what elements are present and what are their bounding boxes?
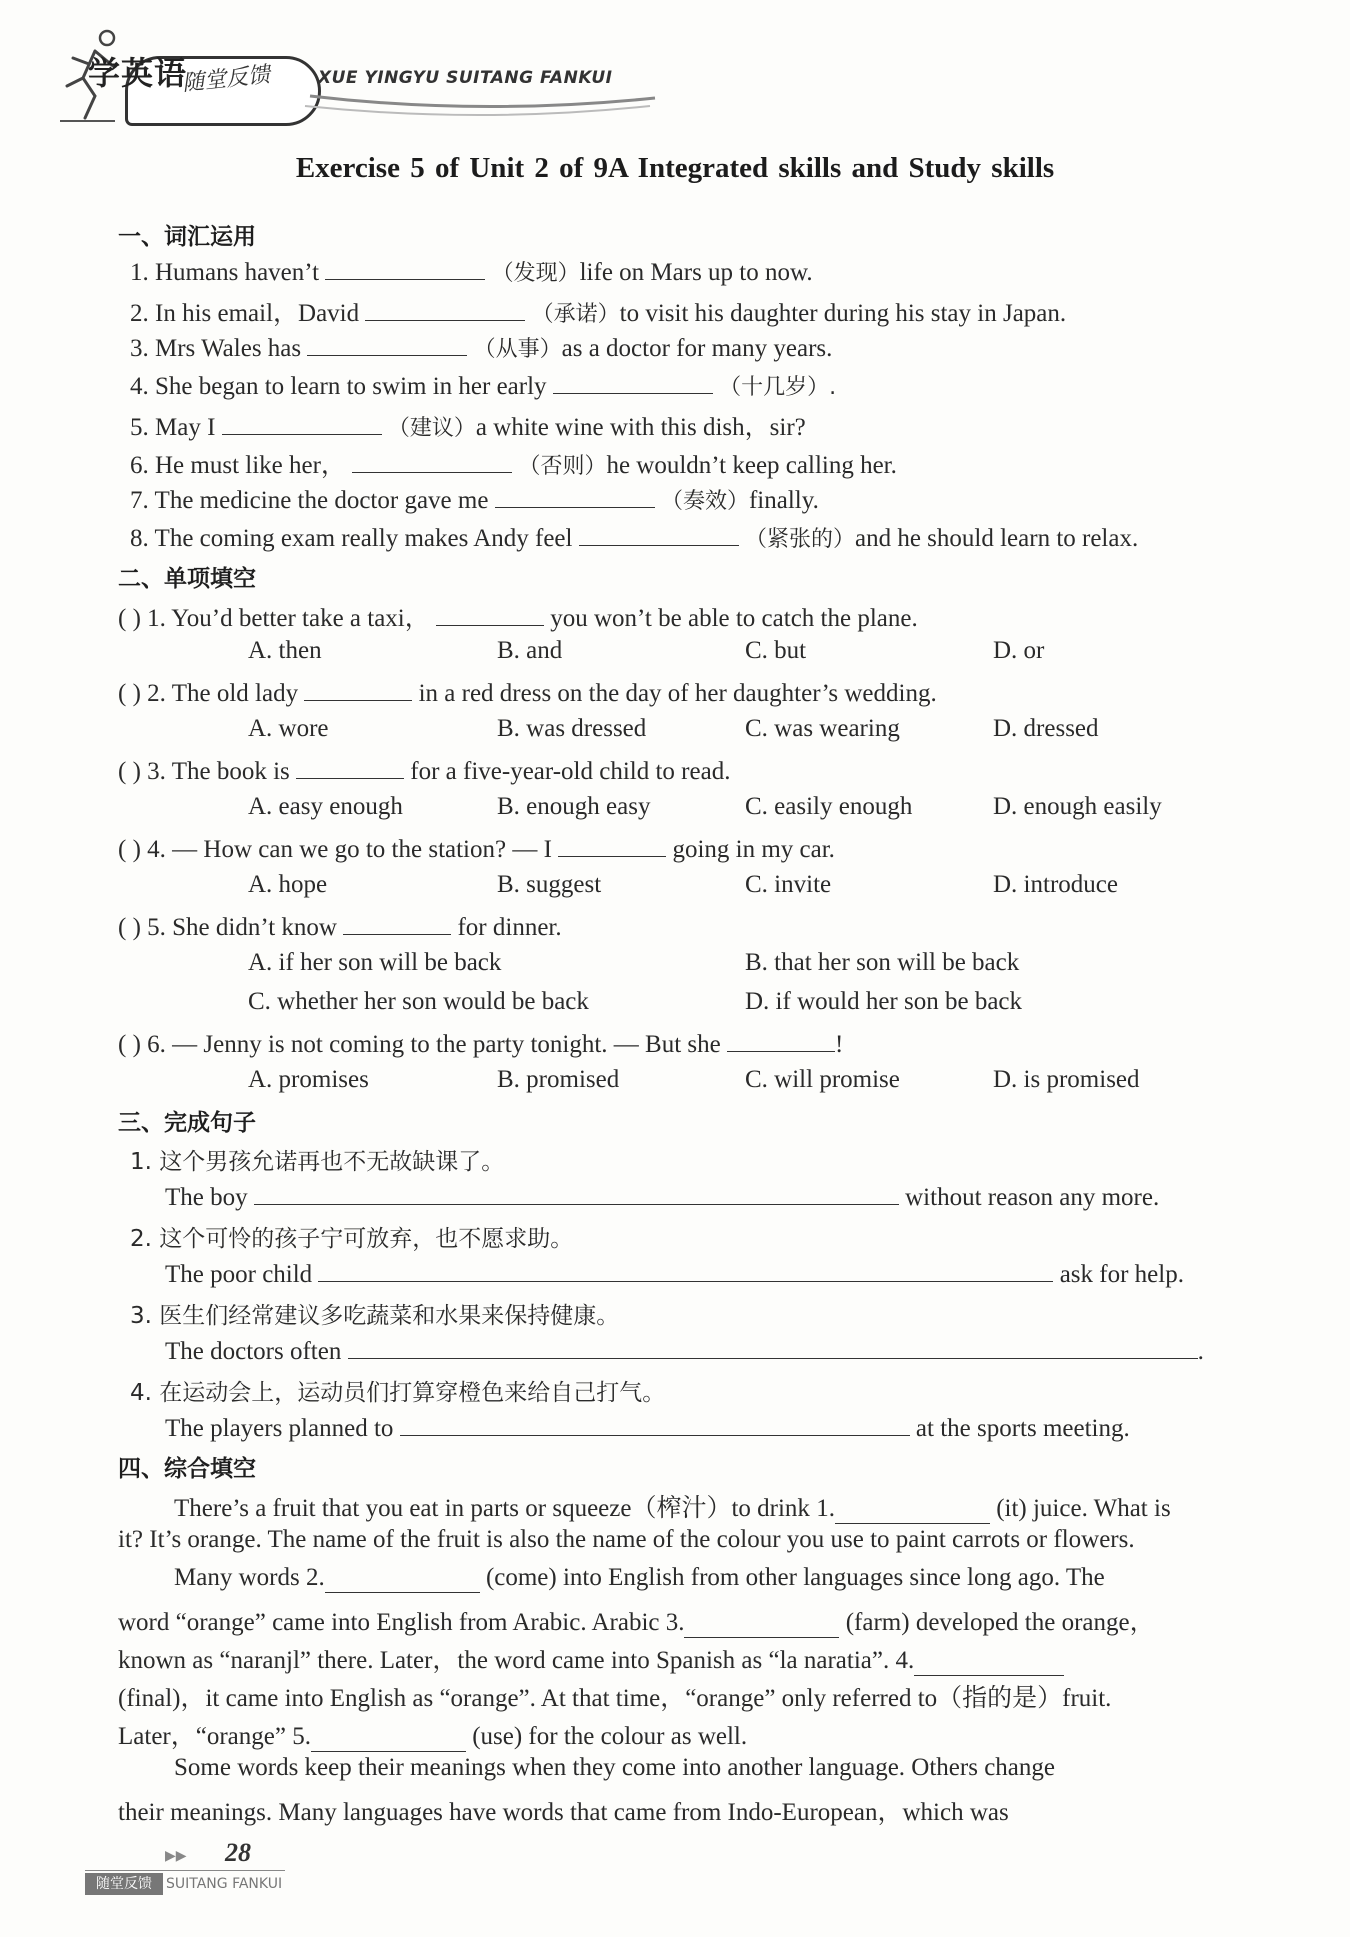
option-d[interactable]: D. dressed [993,715,1099,742]
s4-line-3: Many words 2. (come) into English from other languages since long ago. The [174,1564,1105,1591]
s1-item-7: 7. The medicine the doctor gave me （奏效）finally. [130,483,819,515]
answer-paren[interactable]: ( ) [118,758,141,785]
option-a[interactable]: A. then [248,637,322,664]
answer-blank[interactable] [553,369,713,394]
header-cn-subtitle: 随堂反馈 [181,62,272,97]
header-swoosh [60,86,660,122]
footer-divider [85,1870,285,1871]
option-d[interactable]: D. enough easily [993,793,1162,820]
s2-question-1: ( ) 1. You’d better take a taxi， you won’t be able to catch the plane. [118,598,918,634]
answer-blank[interactable] [325,255,485,280]
option-d[interactable]: D. if would her son be back [745,988,1023,1015]
s1-item-5: 5. May I （建议）a white wine with this dish，sir? [130,407,806,443]
answer-blank[interactable] [352,448,512,473]
answer-paren[interactable]: ( ) [118,680,141,707]
option-c[interactable]: C. will promise [745,1066,900,1093]
option-a[interactable]: A. easy enough [248,793,403,820]
s2-question-6: ( ) 6. — Jenny is not coming to the party tonight. — But she ! [118,1027,843,1059]
option-c[interactable]: C. was wearing [745,715,900,742]
answer-blank[interactable] [579,521,739,546]
header-cn-title: 学英语 [88,54,188,92]
option-a[interactable]: A. hope [248,871,328,898]
s3-item-4-cn: 4. 在运动会上，运动员们打算穿橙色来给自己打气。 [130,1380,666,1406]
s4-line-8: Some words keep their meanings when they come into another language. Others change [174,1754,1055,1781]
s2-question-5: ( ) 5. She didn’t know for dinner. [118,910,562,942]
option-b[interactable]: B. and [497,637,563,664]
s4-line-2: it? It’s orange. The name of the fruit is also the name of the colour you use to paint carrots or flowers. [118,1526,1135,1553]
s3-item-3: The doctors often . [165,1334,1204,1366]
option-a[interactable]: A. if her son will be back [248,949,502,976]
section2-heading: 二、单项填空 [118,566,256,592]
s3-item-2: The poor child ask for help. [165,1257,1184,1289]
s4-line-7: Later，“orange” 5. (use) for the colour as well. [118,1723,748,1750]
answer-blank[interactable] [835,1495,990,1524]
answer-blank[interactable] [684,1609,839,1638]
answer-blank[interactable] [343,910,451,935]
s3-item-2-cn: 2. 这个可怜的孩子宁可放弃，也不愿求助。 [130,1226,574,1252]
option-b[interactable]: B. was dressed [497,715,647,742]
s4-line-5: known as “naranjl” there. Later，the word came into Spanish as “la naratia”. 4. [118,1640,1248,1676]
answer-paren[interactable]: ( ) [118,605,141,632]
s4-line-9: their meanings. Many languages have words that came from Indo-European，which was [118,1799,1009,1826]
footer-en-label: SUITANG FANKUI [166,1876,283,1892]
section3-heading: 三、完成句子 [118,1110,256,1136]
s3-item-1-cn: 1. 这个男孩允诺再也不无故缺课了。 [130,1149,505,1175]
s3-item-1: The boy without reason any more. [165,1180,1159,1212]
s2-question-4: ( ) 4. — How can we go to the station? — I going in my car. [118,832,835,864]
s3-item-3-cn: 3. 医生们经常建议多吃蔬菜和水果来保持健康。 [130,1303,620,1329]
answer-blank[interactable] [558,832,666,857]
option-d[interactable]: D. introduce [993,871,1118,898]
s4-line-1: There’s a fruit that you eat in parts or squeeze（榨汁）to drink 1. (it) juice. What is [174,1495,1171,1522]
section4-heading: 四、综合填空 [118,1456,256,1482]
option-b[interactable]: B. suggest [497,871,602,898]
s1-item-3: 3. Mrs Wales has （从事）as a doctor for many years. [130,331,832,363]
option-c[interactable]: C. easily enough [745,793,913,820]
answer-blank[interactable] [495,483,655,508]
answer-blank[interactable] [307,331,467,356]
option-d[interactable]: D. is promised [993,1066,1140,1093]
s1-item-6: 6. He must like her， （否则）he wouldn’t keep calling her. [130,445,897,481]
answer-blank[interactable] [914,1647,1064,1676]
section1-heading: 一、词汇运用 [118,224,256,250]
header-en-title: XUE YINGYU SUITANG FANKUI [318,68,613,88]
option-d[interactable]: D. or [993,637,1045,664]
option-a[interactable]: A. promises [248,1066,369,1093]
option-b[interactable]: B. promised [497,1066,620,1093]
footer-arrow-icon: ▶▶ [165,1848,187,1864]
option-c[interactable]: C. whether her son would be back [248,988,589,1015]
s3-item-4: The players planned to at the sports meeting. [165,1411,1130,1443]
answer-blank[interactable] [296,754,404,779]
option-c[interactable]: C. but [745,637,807,664]
s1-item-2: 2. In his email，David （承诺）to visit his daughter during his stay in Japan. [130,293,1066,329]
answer-blank[interactable] [304,676,412,701]
s4-line-4: word “orange” came into English from Arabic. Arabic 3. (farm) developed the orange， [118,1609,1155,1636]
answer-blank[interactable] [318,1257,1053,1282]
answer-blank[interactable] [254,1180,899,1205]
exercise-title: Exercise 5 of Unit 2 of 9A Integrated skills and Study skills [295,152,1055,184]
s1-item-1: 1. Humans haven’t （发现）life on Mars up to now. [130,255,813,287]
s1-item-4: 4. She began to learn to swim in her early （十几岁）. [130,369,836,401]
answer-blank[interactable] [348,1334,1198,1359]
answer-blank[interactable] [222,410,382,435]
option-c[interactable]: C. invite [745,871,832,898]
s2-question-2: ( ) 2. The old lady in a red dress on the day of her daughter’s wedding. [118,676,937,708]
option-b[interactable]: B. enough easy [497,793,651,820]
s2-question-3: ( ) 3. The book is for a five-year-old child to read. [118,754,730,786]
answer-blank[interactable] [727,1027,835,1052]
answer-paren[interactable]: ( ) [118,836,141,863]
option-a[interactable]: A. wore [248,715,329,742]
answer-blank[interactable] [436,601,544,626]
answer-blank[interactable] [325,1564,480,1593]
answer-blank[interactable] [311,1723,466,1752]
page-number: 28 [225,1838,251,1867]
answer-paren[interactable]: ( ) [118,914,141,941]
answer-blank[interactable] [365,296,525,321]
s1-item-8: 8. The coming exam really makes Andy feel （紧张的）and he should learn to relax. [130,521,1138,553]
option-b[interactable]: B. that her son will be back [745,949,1020,976]
s4-line-6: (final)，it came into English as “orange”. At that time，“orange” only referred to（指的是）fruit. [118,1685,1112,1712]
footer-cn-label: 随堂反馈 [85,1873,163,1895]
answer-blank[interactable] [400,1411,910,1436]
answer-paren[interactable]: ( ) [118,1031,141,1058]
